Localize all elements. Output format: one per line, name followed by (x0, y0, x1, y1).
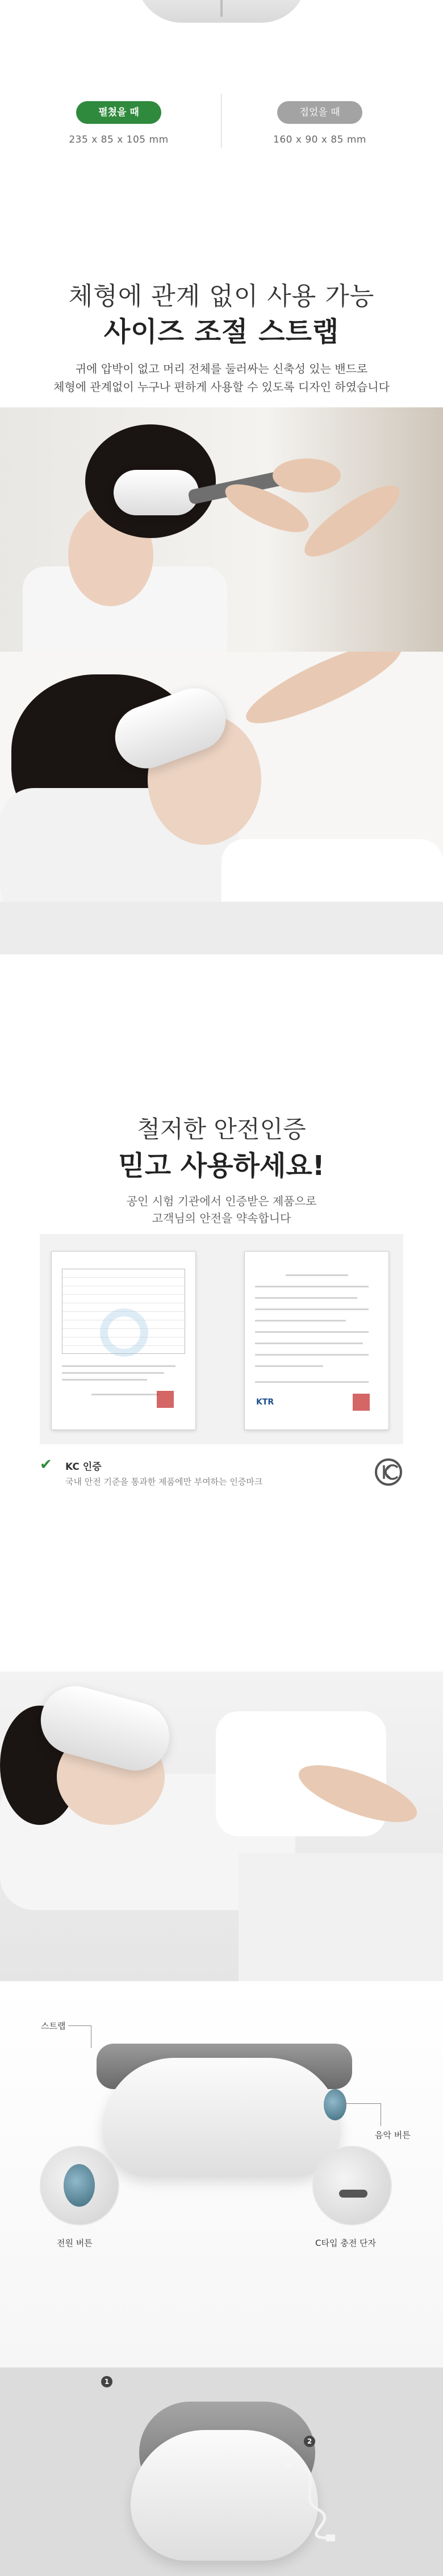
bottom-product-section (0, 2367, 443, 2576)
checkmark-icon: ✔ (40, 1456, 52, 1473)
music-button (324, 2089, 346, 2120)
certification-section (0, 954, 443, 1670)
strap-desc-line2: 체형에 관계없이 누구나 편하게 사용할 수 있도록 디자인 하였습니다 (53, 380, 390, 394)
power-button-label: 전원 버튼 (57, 2238, 93, 2248)
usb-cable-icon (278, 2458, 346, 2544)
ctype-port-zoom (312, 2146, 392, 2225)
product-body (102, 2058, 341, 2177)
strap-section (0, 196, 443, 954)
cert-headline: 철저한 안전인증 (137, 1115, 306, 1143)
cert-headline-bold: 믿고 사용하세요! (118, 1150, 325, 1182)
kc-certification-row (40, 1457, 403, 1491)
unfolded-dimensions: 235 x 85 x 105 mm (69, 134, 169, 145)
power-button-zoom (40, 2146, 119, 2225)
kc-mark-icon (374, 1457, 403, 1487)
unfolded-badge: 펼쳤을 때 (76, 101, 161, 124)
folded-badge: 접었을 때 (277, 101, 362, 124)
lying-bed-photo-2 (0, 1672, 443, 1981)
cert-desc-line2: 고객님의 안전을 약속합니다 (152, 1211, 291, 1225)
music-button-label: 음악 버튼 (375, 2130, 411, 2140)
strap-desc-line1: 귀에 압박이 없고 머리 전체를 둘러싸는 신축성 있는 밴드로 (75, 362, 368, 376)
strap-adjust-photo (0, 407, 443, 652)
parts-diagram-section (0, 1981, 443, 2367)
badge-1: 1 (101, 2376, 112, 2387)
strap-headline: 체형에 관계 없이 사용 가능 (68, 282, 375, 311)
kc-description: 국내 안전 기준을 통과한 제품에만 부여하는 인증마크 (65, 1477, 263, 1487)
badge-2: 2 (304, 2436, 315, 2447)
strap-label: 스트랩 (41, 2021, 66, 2031)
folded-dimensions: 160 x 90 x 85 mm (273, 134, 366, 145)
kc-title: KC 인증 (65, 1461, 102, 1473)
size-section (0, 0, 443, 196)
ctype-port-label: C타입 충전 단자 (315, 2238, 376, 2248)
cert-documents (40, 1234, 403, 1444)
folded-mask-image (136, 0, 307, 23)
lying-bed-photo-1 (0, 652, 443, 954)
ktr-logo: KTR (256, 1398, 274, 1407)
cert-document-1 (51, 1251, 196, 1430)
size-divider (221, 94, 222, 148)
cert-desc-line1: 공인 시험 기관에서 인증받은 제품으로 (126, 1194, 317, 1208)
cert-document-2 (244, 1251, 389, 1430)
strap-headline-bold: 사이즈 조절 스트랩 (103, 316, 340, 348)
